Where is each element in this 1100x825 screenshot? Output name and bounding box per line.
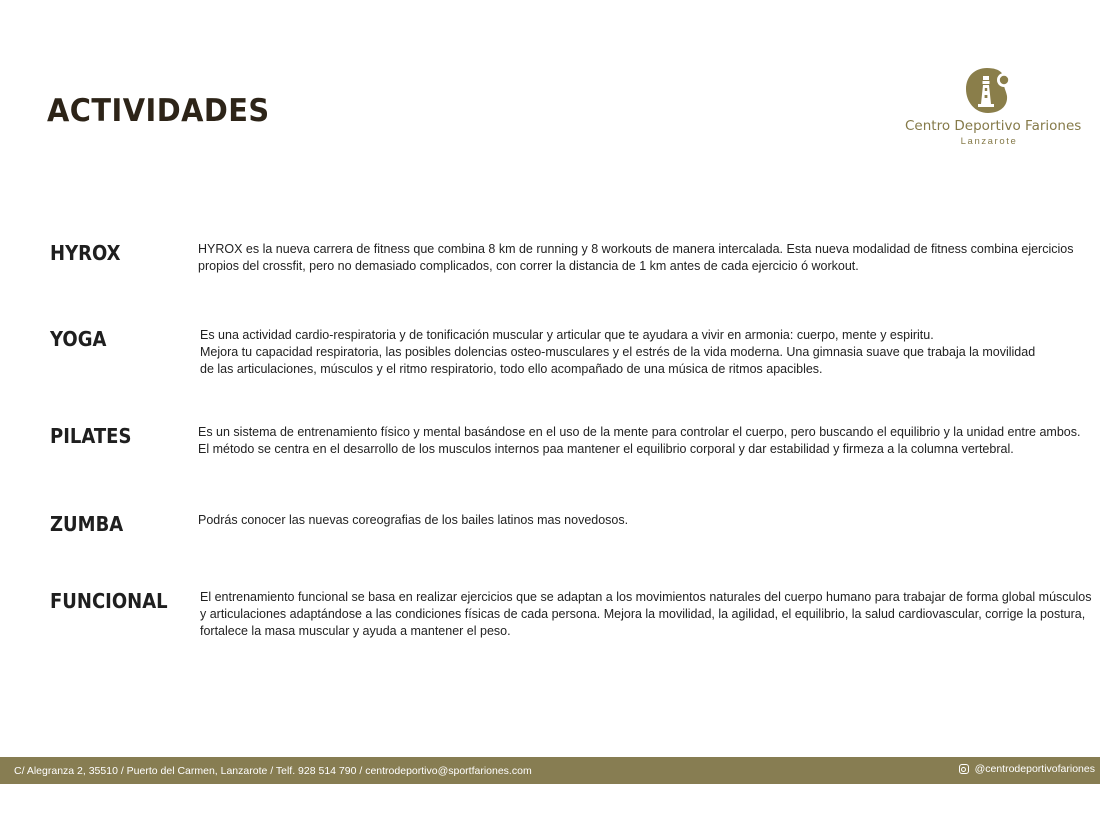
- brand-location: Lanzarote: [960, 136, 1018, 147]
- activity-description: [198, 241, 1078, 275]
- description-line: Podrás conocer las nuevas coreografias de los bailes latinos mas novedosos.: [198, 513, 629, 527]
- instagram-icon: [959, 764, 969, 774]
- description-line: HYROX es la nueva carrera de fitness que combina 8 km de running y 8 workouts de manera intercalada. Esta nueva modalidad de fitness combina ejercicios: [198, 242, 1074, 256]
- brand-name: Centro Deportivo Fariones: [905, 118, 1082, 134]
- activity-title: PILATES: [50, 424, 132, 448]
- description-line: y articulaciones adaptándose a las condiciones físicas de cada persona. Mejora la movilidad, la agilidad, el equilibrio, la salud cardiovascular, corrige la postura,: [200, 607, 1086, 621]
- description-line: fortalece la masa muscular y ayuda a mantener el peso.: [200, 624, 511, 638]
- description-line: Mejora tu capacidad respiratoria, las posibles dolencias osteo-musculares y el estrés de la vida moderna. Una gimnasia suave que trabaja la movilidad: [200, 345, 1036, 359]
- description-line: Es un sistema de entrenamiento físico y mental basándose en el uso de la mente para controlar el cuerpo, pero buscando el equilibrio y la unidad entre ambos.: [198, 425, 1081, 439]
- instagram-link[interactable]: [959, 763, 1095, 775]
- description-line: propios del crossfit, pero no demasiado complicados, con correr la distancia de 1 km antes de cada ejercicio ó workout.: [198, 259, 859, 273]
- footer-bar: [0, 757, 1100, 784]
- activity-title: YOGA: [50, 327, 107, 351]
- activity-description: [198, 512, 1078, 529]
- lighthouse-logo-icon: [963, 66, 1015, 116]
- description-line: El entrenamiento funcional se basa en realizar ejercicios que se adaptan a los movimientos naturales del cuerpo humano para trabajar de forma global músculos: [200, 590, 1092, 604]
- page-title: ACTIVIDADES: [47, 93, 270, 129]
- activity-description: [198, 424, 1081, 458]
- description-line: Es una actividad cardio-respiratoria y de tonificación muscular y articular que te ayudara a vivir en armonia: cuerpo, mente y espiritu.: [200, 328, 934, 342]
- description-line: El método se centra en el desarrollo de los musculos internos paa mantener el equilibrio corporal y dar estabilidad y firmeza a la columna vertebral.: [198, 442, 1014, 456]
- brand-logo: [905, 66, 1082, 147]
- activity-title: ZUMBA: [50, 512, 124, 536]
- activity-title: FUNCIONAL: [50, 589, 168, 613]
- activity-title: HYROX: [50, 241, 121, 265]
- instagram-handle: @centrodeportivofariones: [974, 763, 1095, 775]
- contact-address: C/ Alegranza 2, 35510 / Puerto del Carmen, Lanzarote / Telf. 928 514 790 / centrodeportivo@sportfariones.com: [14, 765, 532, 777]
- activity-description: [200, 589, 1092, 640]
- activity-description: [200, 327, 1080, 378]
- description-line: de las articulaciones, músculos y el ritmo respiratorio, todo ello acompañado de una música de ritmos apacibles.: [200, 362, 823, 376]
